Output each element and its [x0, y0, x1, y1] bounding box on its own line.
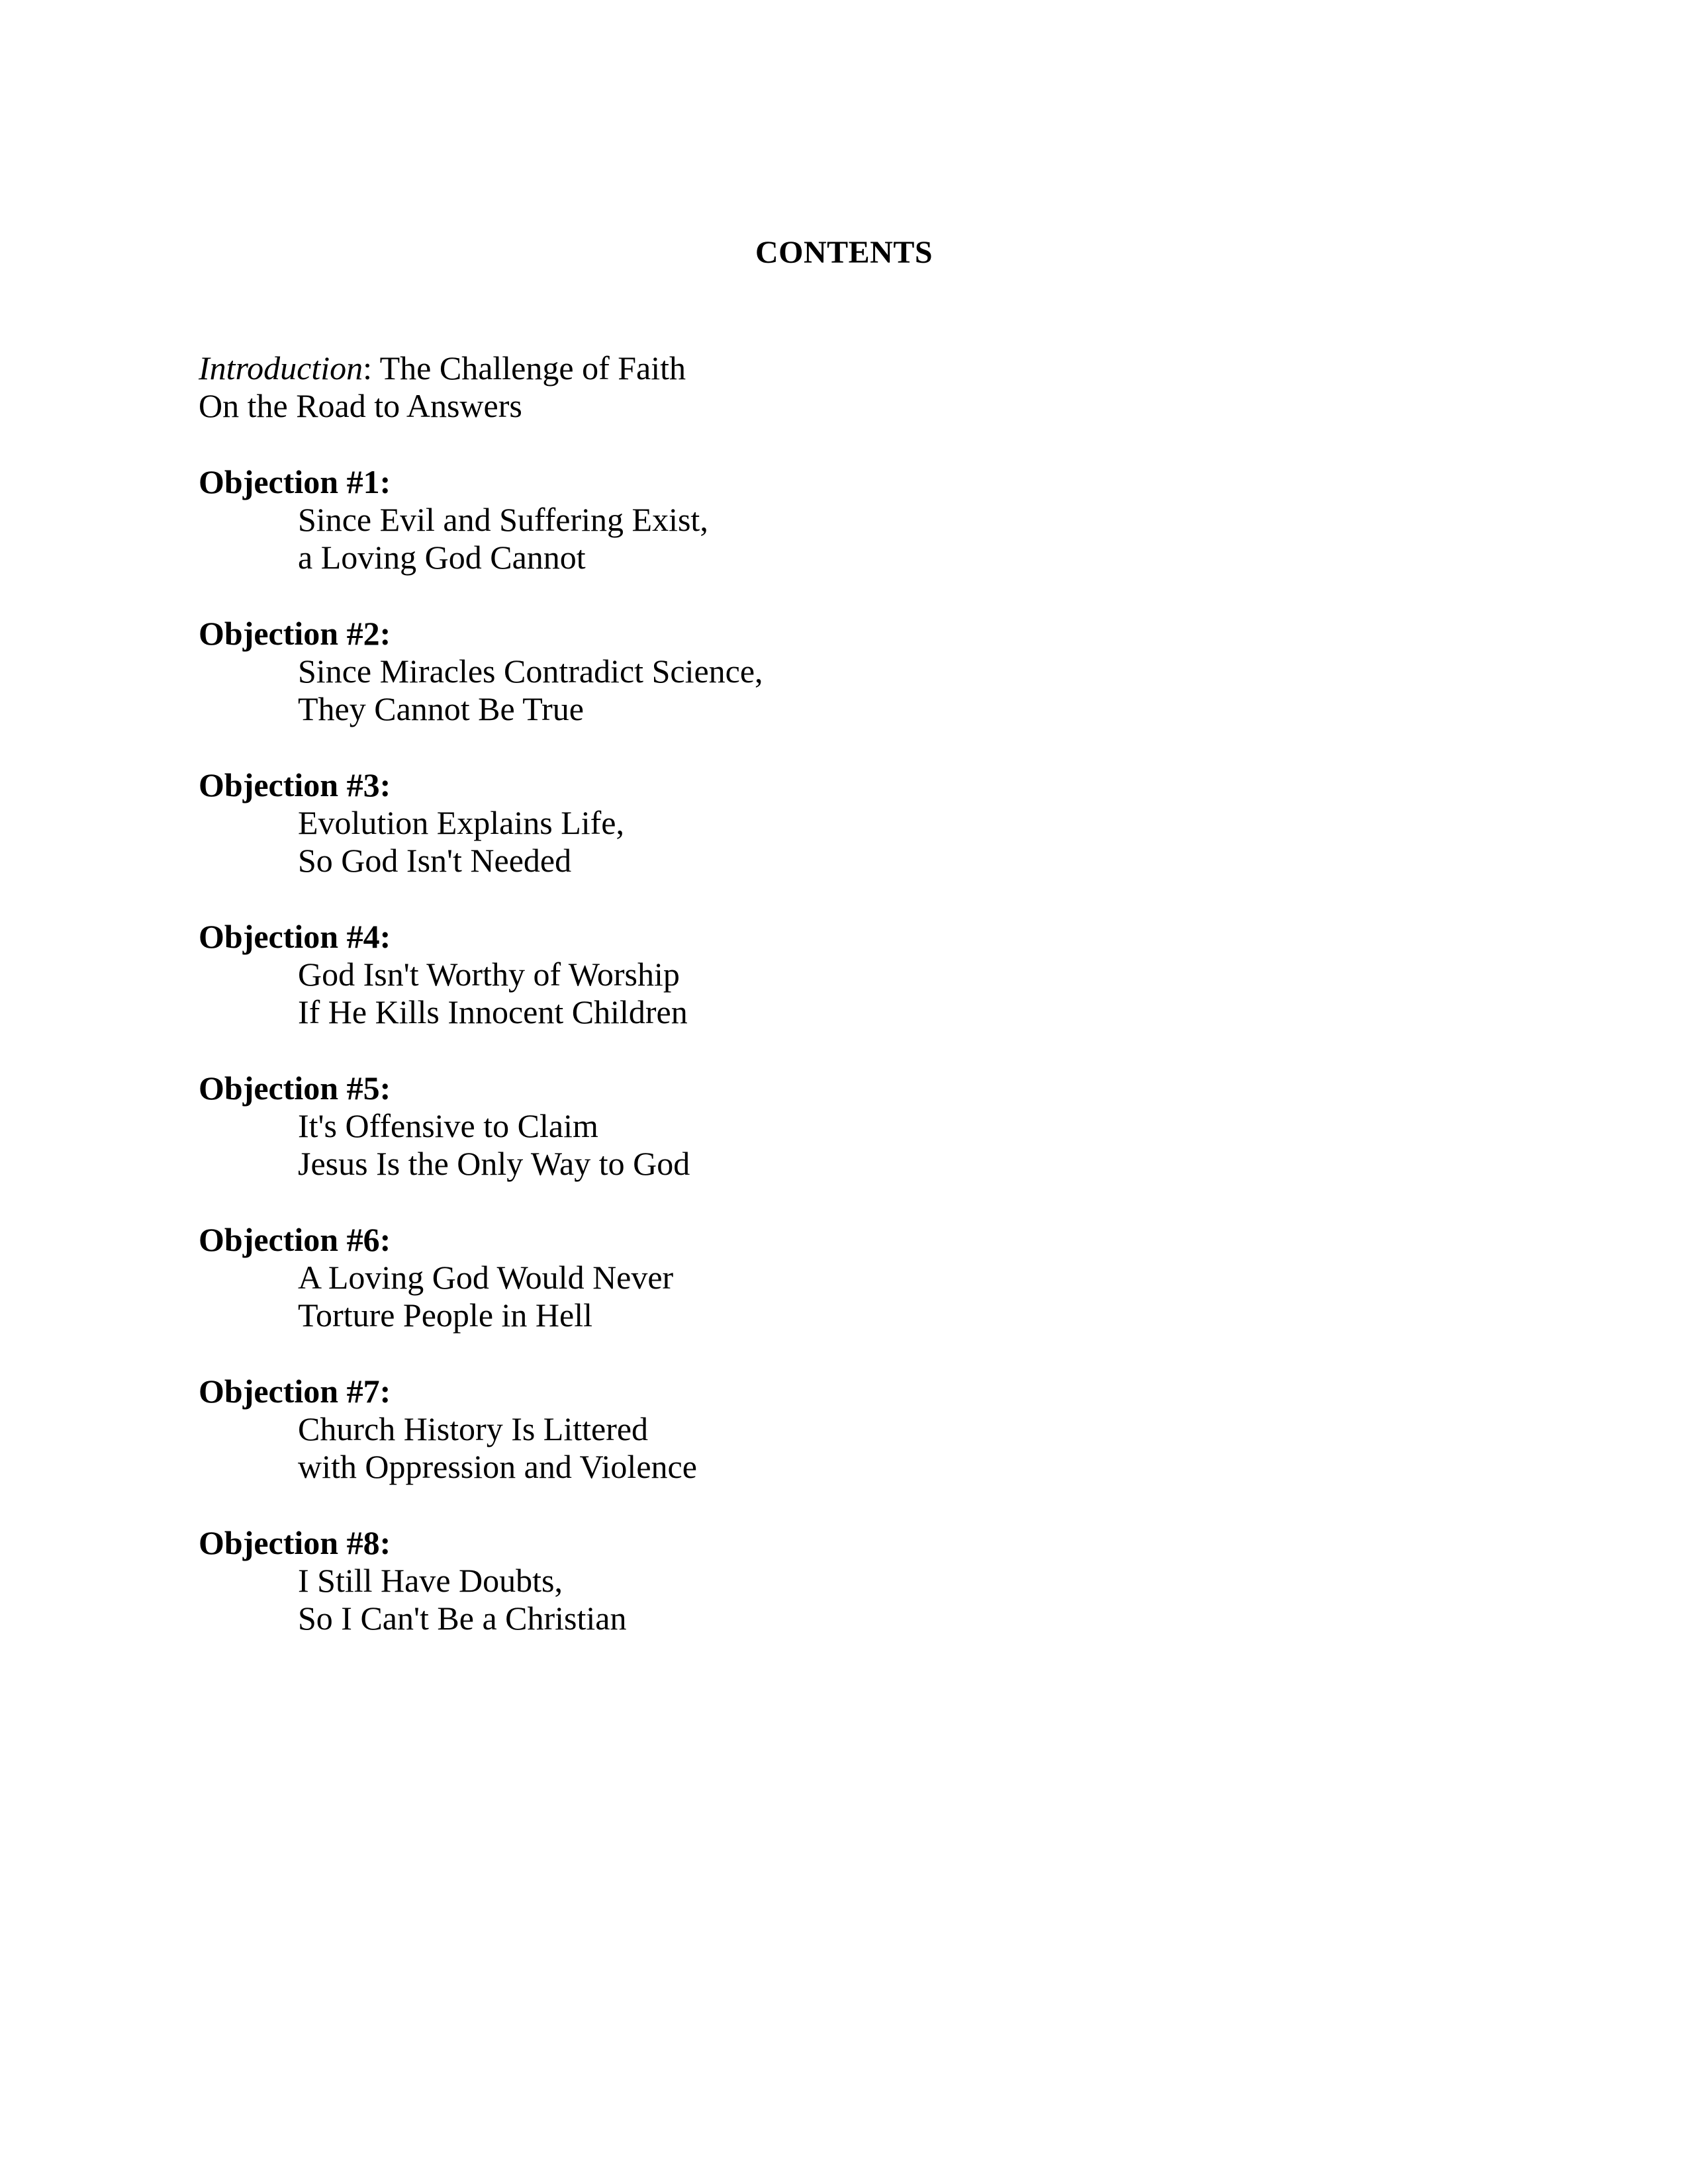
objection-title-line-1: Since Evil and Suffering Exist,	[298, 501, 708, 538]
introduction-subtitle: The Challenge of Faith	[379, 349, 686, 387]
introduction-line	[199, 349, 1456, 387]
objection-heading: Objection #2:	[199, 615, 391, 652]
objection-heading: Objection #3:	[199, 766, 391, 803]
introduction-second-line: On the Road to Answers	[199, 387, 522, 424]
objection-entry-5	[199, 1069, 1456, 1183]
table-of-contents	[199, 349, 1456, 1676]
objection-title-line-1: I Still Have Doubts,	[298, 1562, 563, 1599]
objection-entry-1	[199, 463, 1456, 576]
objection-heading: Objection #6:	[199, 1221, 391, 1258]
objection-title-line-2: Jesus Is the Only Way to God	[298, 1145, 690, 1182]
objection-entry-6	[199, 1221, 1456, 1334]
objection-title-line-2: So God Isn't Needed	[298, 842, 572, 879]
objection-title-line-2: Torture People in Hell	[298, 1297, 592, 1334]
objection-heading: Objection #4:	[199, 918, 391, 955]
objection-entry-2	[199, 615, 1456, 728]
objection-entry-3	[199, 766, 1456, 880]
objection-heading: Objection #8:	[199, 1524, 391, 1561]
objection-title-line-2: with Oppression and Violence	[298, 1448, 697, 1485]
objection-entry-7	[199, 1373, 1456, 1486]
objection-title-line-1: It's Offensive to Claim	[298, 1107, 598, 1144]
objection-heading: Objection #5:	[199, 1069, 391, 1107]
introduction-separator: :	[363, 349, 380, 387]
objection-title-line-1: Evolution Explains Life,	[298, 804, 624, 841]
objection-title-line-1: Since Miracles Contradict Science,	[298, 653, 763, 690]
objection-title-line-1: A Loving God Would Never	[298, 1259, 674, 1296]
page-title: CONTENTS	[755, 235, 933, 270]
introduction-label: Introduction	[199, 349, 363, 387]
introduction-entry	[199, 349, 1456, 425]
objection-title-line-2: a Loving God Cannot	[298, 539, 586, 576]
objection-heading: Objection #1:	[199, 463, 391, 500]
objection-heading: Objection #7:	[199, 1373, 391, 1410]
objection-entry-8	[199, 1524, 1456, 1637]
objection-title-line-2: If He Kills Innocent Children	[298, 993, 688, 1030]
objection-entry-4	[199, 918, 1456, 1031]
objection-title-line-2: They Cannot Be True	[298, 690, 584, 727]
objection-title-line-1: God Isn't Worthy of Worship	[298, 956, 680, 993]
objection-title-line-2: So I Can't Be a Christian	[298, 1600, 627, 1637]
objection-title-line-1: Church History Is Littered	[298, 1410, 649, 1447]
